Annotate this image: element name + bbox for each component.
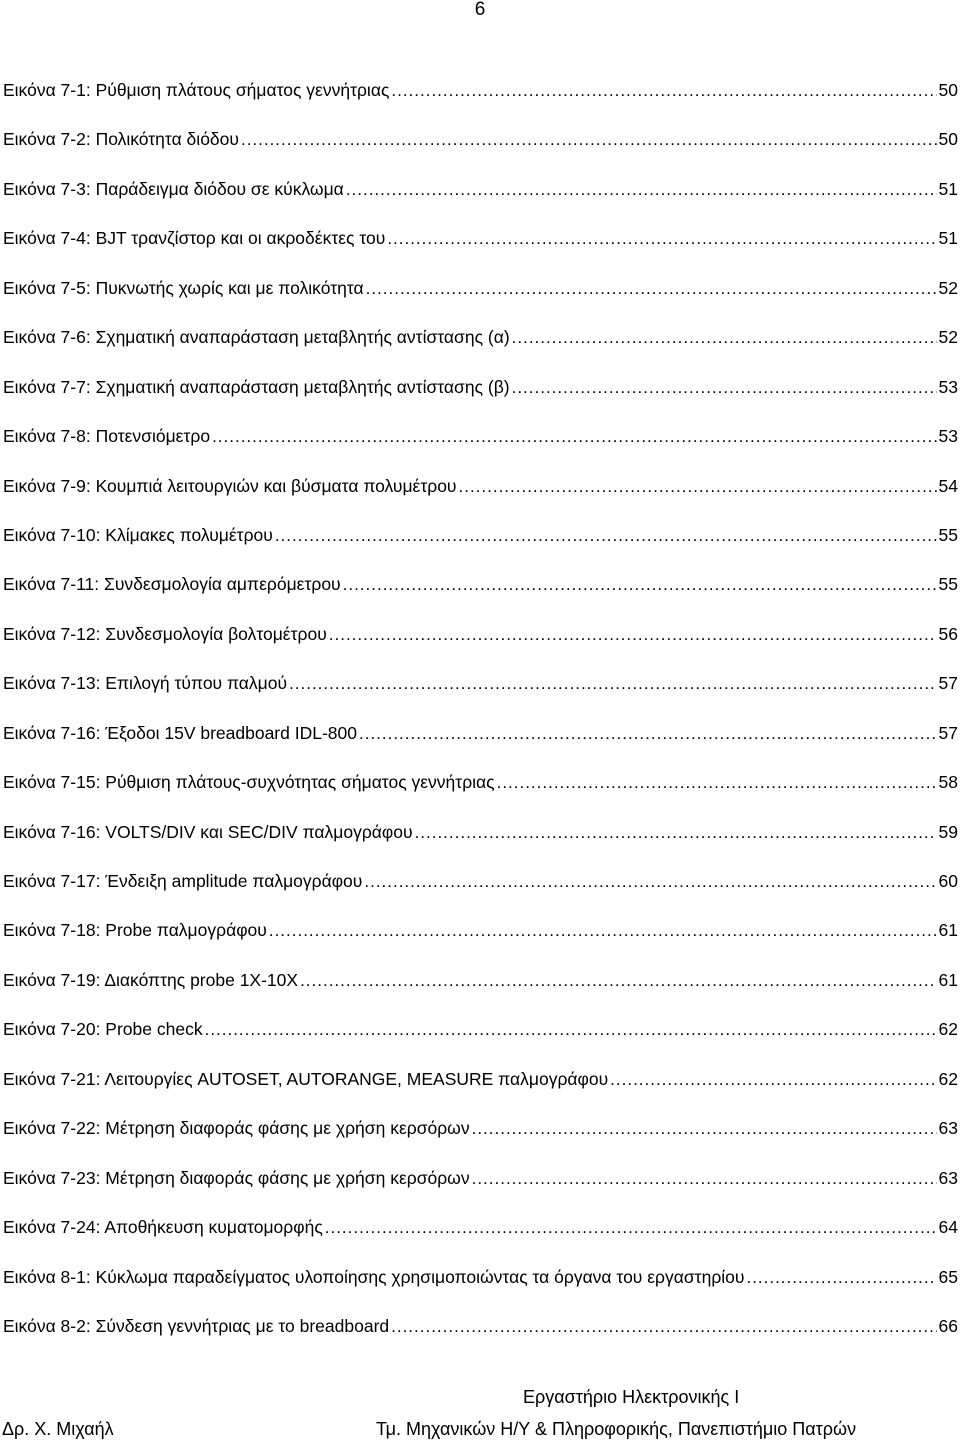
- toc-entry-label: Εικόνα 7-9: Κουμπιά λειτουργιών και βύσματα πολυμέτρου: [3, 475, 457, 496]
- toc-entry-label: Εικόνα 7-13: Επιλογή τύπου παλμού: [3, 673, 288, 694]
- toc-leader-dots: [391, 80, 936, 102]
- page-number: 6: [474, 0, 486, 20]
- toc-entry-label: Εικόνα 8-2: Σύνδεση γεννήτριας με το breadboard: [3, 1315, 390, 1336]
- toc-entry[interactable]: [3, 1315, 958, 1364]
- toc-entry[interactable]: [3, 128, 958, 177]
- toc-leader-dots: [300, 970, 936, 992]
- toc-entry[interactable]: [3, 1068, 958, 1117]
- toc-entry-label: Εικόνα 7-16: Έξοδοι 15V breadboard IDL-800: [3, 722, 357, 743]
- toc-entry[interactable]: [3, 1216, 958, 1265]
- toc-entry-label: Εικόνα 7-19: Διακόπτης probe 1X-10X: [3, 969, 299, 990]
- toc-entry-page: 63: [938, 1167, 958, 1188]
- toc-entry[interactable]: [3, 623, 958, 672]
- toc-entry-page: 64: [938, 1217, 958, 1238]
- toc-entry-page: 65: [938, 1266, 958, 1287]
- toc-entry[interactable]: [3, 771, 958, 820]
- toc-entry-label: Εικόνα 7-5: Πυκνωτής χωρίς και με πολικότητα: [3, 277, 364, 298]
- toc-leader-dots: [512, 327, 937, 349]
- toc-leader-dots: [497, 772, 937, 794]
- toc-entry-label: Εικόνα 7-10: Κλίμακες πολυμέτρου: [3, 524, 273, 545]
- toc-entry-label: Εικόνα 7-3: Παράδειγμα διόδου σε κύκλωμα: [3, 178, 344, 199]
- toc-entry-page: 53: [938, 376, 958, 397]
- toc-entry-page: 66: [938, 1315, 958, 1336]
- toc-leader-dots: [212, 426, 936, 448]
- toc-entry-page: 51: [938, 228, 958, 249]
- toc-entry-label: Εικόνα 7-6: Σχηματική αναπαράσταση μεταβλητής αντίστασης (α): [3, 327, 510, 348]
- toc-entry-page: 52: [938, 327, 958, 348]
- toc-leader-dots: [391, 1316, 936, 1338]
- toc-leader-dots: [269, 920, 937, 942]
- toc-leader-dots: [415, 822, 937, 844]
- toc-leader-dots: [346, 179, 937, 201]
- toc-entry-page: 57: [938, 673, 958, 694]
- toc-entry-page: 55: [938, 574, 958, 595]
- toc-leader-dots: [387, 228, 936, 250]
- toc-entry-label: Εικόνα 7-7: Σχηματική αναπαράσταση μεταβλητής αντίστασης (β): [3, 376, 510, 397]
- toc-leader-dots: [329, 624, 937, 646]
- toc-entry-page: 54: [938, 475, 958, 496]
- toc-entry[interactable]: [3, 227, 958, 276]
- toc-entry[interactable]: [3, 573, 958, 622]
- toc-entry[interactable]: [3, 178, 958, 227]
- toc-entry[interactable]: [3, 277, 958, 326]
- footer-department: Τμ. Μηχανικών Η/Υ & Πληροφορικής, Πανεπιστήμιο Πατρών: [376, 1419, 857, 1439]
- toc-entry-label: Εικόνα 7-15: Ρύθμιση πλάτους-συχνότητας σήματος γεννήτριας: [3, 772, 495, 793]
- toc-leader-dots: [512, 377, 937, 399]
- toc-entry-label: Εικόνα 7-20: Probe check: [3, 1019, 203, 1040]
- toc-leader-dots: [364, 871, 936, 893]
- toc-entry[interactable]: [3, 475, 958, 524]
- toc-entry-label: Εικόνα 7-24: Αποθήκευση κυματομορφής: [3, 1217, 323, 1238]
- toc-leader-dots: [366, 278, 937, 300]
- toc-entry-label: Εικόνα 7-1: Ρύθμιση πλάτους σήματος γεννήτριας: [3, 80, 390, 100]
- toc-entry-label: Εικόνα 7-2: Πολικότητα διόδου: [3, 129, 239, 150]
- toc-entry-label: Εικόνα 8-1: Κύκλωμα παραδείγματος υλοποίησης χρησιμοποιώντας τα όργανα του εργαστηρίου: [3, 1266, 745, 1287]
- toc-entry[interactable]: [3, 326, 958, 375]
- toc-leader-dots: [325, 1217, 937, 1239]
- toc-entry-page: 53: [938, 426, 958, 447]
- toc-entry-label: Εικόνα 7-23: Μέτρηση διαφοράς φάσης με χρήση κερσόρων: [3, 1167, 470, 1188]
- toc-entry-page: 57: [938, 722, 958, 743]
- toc-entry-page: 62: [938, 1019, 958, 1040]
- toc-entry[interactable]: [3, 79, 958, 128]
- toc-entry-label: Εικόνα 7-16: VOLTS/DIV και SEC/DIV παλμογράφου: [3, 821, 413, 842]
- footer-author: Δρ. Χ. Μιχαήλ: [2, 1419, 114, 1439]
- toc-entry[interactable]: [3, 524, 958, 573]
- toc-entry-page: 51: [938, 178, 958, 199]
- toc-leader-dots: [359, 723, 937, 745]
- toc-entry-label: Εικόνα 7-22: Μέτρηση διαφοράς φάσης με χρήση κερσόρων: [3, 1118, 470, 1139]
- toc-entry[interactable]: [3, 969, 958, 1018]
- toc-entry-page: 62: [938, 1068, 958, 1089]
- toc-entry-label: Εικόνα 7-11: Συνδεσμολογία αμπερόμετρου: [3, 574, 341, 595]
- toc-leader-dots: [289, 673, 936, 695]
- toc-leader-dots: [459, 476, 937, 498]
- footer-course: Εργαστήριο Ηλεκτρονικής Ι: [523, 1387, 740, 1407]
- toc-entry-label: Εικόνα 7-12: Συνδεσμολογία βολτομέτρου: [3, 623, 327, 644]
- toc-entry-page: 56: [938, 623, 958, 644]
- toc-leader-dots: [275, 525, 937, 547]
- toc-entry-label: Εικόνα 7-17: Ένδειξη amplitude παλμογράφου: [3, 871, 363, 891]
- toc-entry-page: 52: [938, 277, 958, 298]
- toc-entry-page: 61: [938, 969, 958, 990]
- toc-entry-page: 50: [938, 129, 958, 150]
- toc-entry-page: 50: [938, 80, 958, 100]
- toc-entry[interactable]: [3, 1266, 958, 1315]
- toc-entry[interactable]: [3, 1018, 958, 1067]
- toc-entry[interactable]: [3, 376, 958, 425]
- toc-entry-page: 63: [938, 1118, 958, 1139]
- toc-entry[interactable]: [3, 870, 958, 919]
- toc-entry-label: Εικόνα 7-8: Ποτενσιόμετρο: [3, 426, 211, 447]
- toc-entry[interactable]: [3, 722, 958, 771]
- toc-entry[interactable]: [3, 425, 958, 474]
- toc-leader-dots: [746, 1267, 936, 1289]
- toc-entry[interactable]: [3, 1167, 958, 1216]
- toc-entry-label: Εικόνα 7-18: Probe παλμογράφου: [3, 920, 267, 941]
- toc-entry-page: 59: [938, 821, 958, 842]
- toc-entry[interactable]: [3, 821, 958, 870]
- toc-leader-dots: [241, 129, 937, 151]
- toc-entry-page: 61: [938, 920, 958, 941]
- toc-entry-page: 55: [938, 524, 958, 545]
- toc-leader-dots: [472, 1118, 937, 1140]
- toc-entry-page: 58: [938, 772, 958, 793]
- toc-entry-page: 60: [938, 871, 958, 891]
- list-of-figures: [3, 79, 958, 1364]
- toc-leader-dots: [610, 1069, 936, 1091]
- toc-leader-dots: [343, 574, 937, 596]
- toc-entry[interactable]: [3, 919, 958, 968]
- toc-entry[interactable]: [3, 672, 958, 721]
- toc-entry-label: Εικόνα 7-4: BJT τρανζίστορ και οι ακροδέκτες του: [3, 228, 386, 249]
- toc-leader-dots: [205, 1019, 937, 1041]
- toc-entry-label: Εικόνα 7-21: Λειτουργίες AUTOSET, AUTORANGE, MEASURE παλμογράφου: [3, 1068, 609, 1089]
- toc-leader-dots: [472, 1168, 937, 1190]
- toc-entry[interactable]: [3, 1117, 958, 1166]
